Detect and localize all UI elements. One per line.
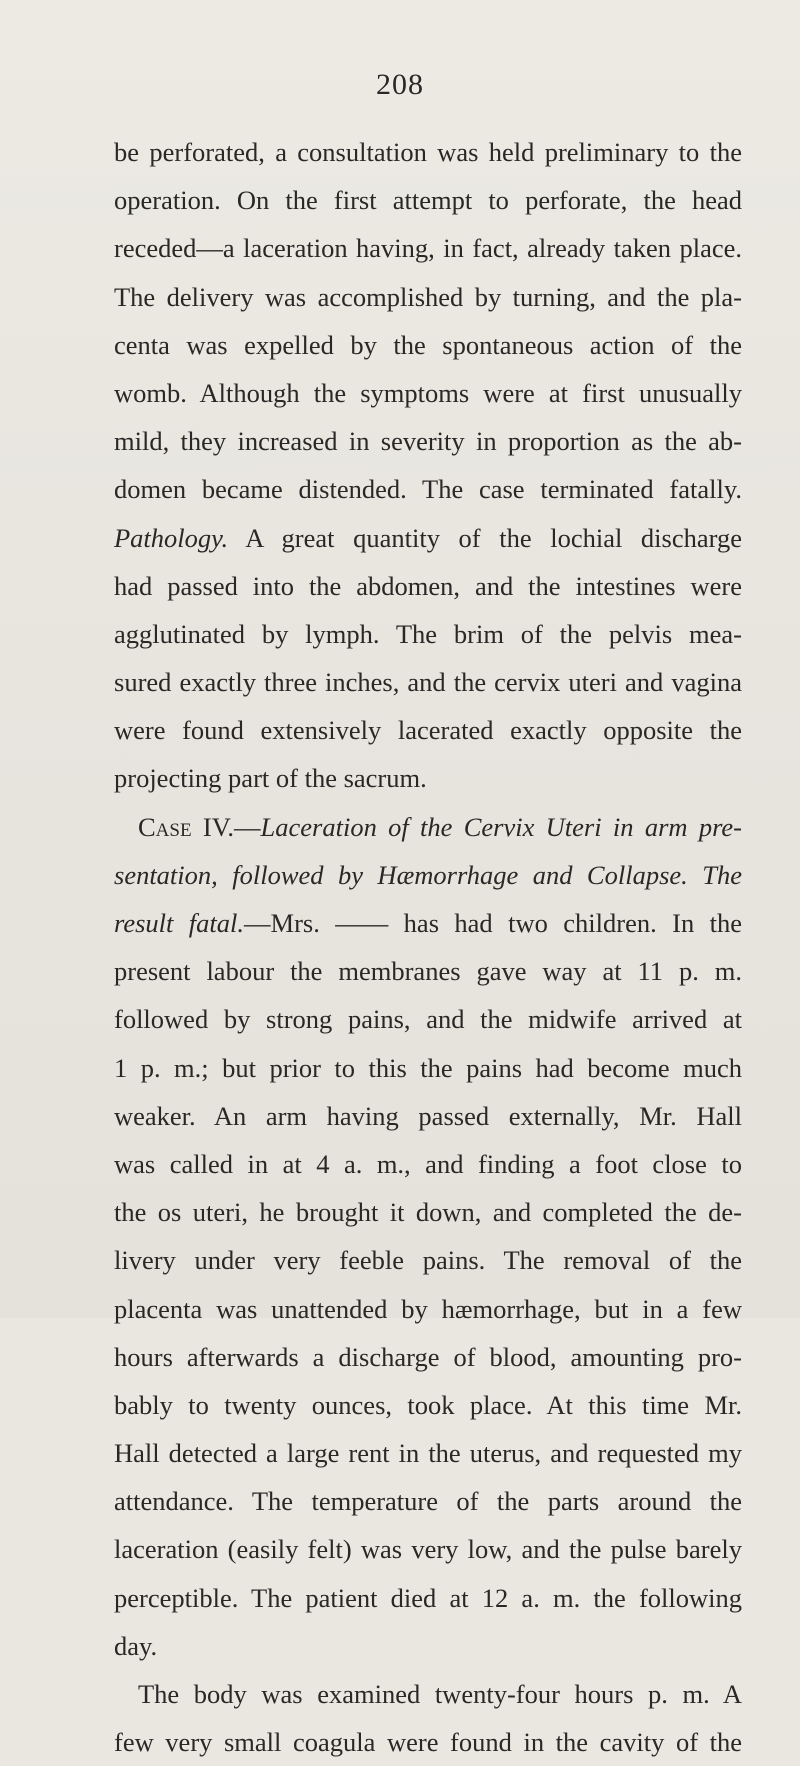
text-segment: was called in at 4 a. m., and finding a foot close to bbox=[114, 1148, 742, 1179]
text-line bbox=[114, 851, 742, 899]
text-line bbox=[114, 465, 742, 513]
text-line bbox=[114, 1188, 742, 1236]
text-segment: present labour the membranes gave way at 11 p. m. bbox=[114, 956, 742, 987]
text-line bbox=[114, 1622, 742, 1670]
text-line bbox=[114, 1381, 742, 1429]
text-segment: livery under very feeble pains. The removal of the bbox=[114, 1245, 742, 1276]
text-segment: domen became distended. The case terminated fatally. bbox=[114, 474, 742, 505]
text-line bbox=[114, 610, 742, 658]
text-segment: receded—a laceration having, in fact, already taken place. bbox=[114, 233, 742, 264]
text-line bbox=[114, 899, 742, 947]
text-segment: were found extensively lacerated exactly opposite the bbox=[114, 715, 742, 746]
text-line bbox=[114, 514, 742, 562]
italic-text: Laceration of the Cervix Uteri in arm pre- bbox=[260, 811, 742, 842]
italic-text: Pathology. bbox=[114, 522, 229, 553]
text-line bbox=[114, 1044, 742, 1092]
page-number: 208 bbox=[376, 68, 424, 101]
text-segment: placenta was unattended by hæmorrhage, but in a few bbox=[114, 1293, 742, 1324]
text-line bbox=[114, 1236, 742, 1284]
text-segment: perceptible. The patient died at 12 a. m. the following bbox=[114, 1582, 742, 1613]
text-line bbox=[114, 1670, 742, 1718]
text-segment: few very small coagula were found in the cavity of the bbox=[114, 1727, 742, 1758]
text-segment: followed by strong pains, and the midwife arrived at bbox=[114, 1004, 742, 1035]
text-segment: womb. Although the symptoms were at first unusually bbox=[114, 377, 742, 408]
text-line bbox=[114, 1574, 742, 1622]
text-line bbox=[114, 1092, 742, 1140]
text-line bbox=[114, 706, 742, 754]
text-line bbox=[114, 1140, 742, 1188]
text-line bbox=[114, 369, 742, 417]
text-line bbox=[114, 658, 742, 706]
text-segment: attendance. The temperature of the parts around the bbox=[114, 1486, 742, 1517]
text-line bbox=[114, 417, 742, 465]
text-segment: hours afterwards a discharge of blood, amounting pro- bbox=[114, 1341, 742, 1372]
text-segment: 1 p. m.; but prior to this the pains had become much bbox=[114, 1052, 742, 1083]
text-line bbox=[114, 176, 742, 224]
text-segment: agglutinated by lymph. The brim of the pelvis mea- bbox=[114, 618, 742, 649]
text-segment: sured exactly three inches, and the cervix uteri and vagina bbox=[114, 667, 742, 698]
text-segment: centa was expelled by the spontaneous action of the bbox=[114, 329, 742, 360]
text-segment: The body was examined twenty-four hours p. m. A bbox=[138, 1679, 742, 1709]
text-line bbox=[114, 1285, 742, 1333]
text-line bbox=[114, 1477, 742, 1525]
text-segment: A great quantity of the lochial discharge bbox=[228, 522, 742, 553]
body-text bbox=[114, 128, 742, 1766]
text-line bbox=[114, 273, 742, 321]
text-segment: the os uteri, he brought it down, and completed the de- bbox=[114, 1197, 742, 1228]
text-segment: laceration (easily felt) was very low, and the pulse barely bbox=[114, 1534, 742, 1565]
text-segment: mild, they increased in severity in proportion as the ab- bbox=[114, 426, 742, 457]
text-line bbox=[114, 995, 742, 1043]
text-segment: day. bbox=[114, 1630, 158, 1661]
italic-text: sentation, followed by Hæmorrhage and Collapse. The bbox=[114, 859, 742, 890]
text-segment: —Mrs. —— has had two children. In the bbox=[244, 908, 742, 938]
text-line bbox=[114, 224, 742, 272]
text-segment: Hall detected a large rent in the uterus, and requested my bbox=[114, 1438, 742, 1469]
text-segment: operation. On the first attempt to perforate, the head bbox=[114, 185, 742, 216]
text-segment: bably to twenty ounces, took place. At this time Mr. bbox=[114, 1389, 742, 1420]
text-segment: be perforated, a consultation was held preliminary to the bbox=[114, 137, 742, 167]
text-segment: weaker. An arm having passed externally, Mr. Hall bbox=[114, 1100, 742, 1131]
text-line bbox=[114, 1718, 742, 1766]
text-line bbox=[114, 803, 742, 851]
text-line bbox=[114, 1333, 742, 1381]
text-line bbox=[114, 1429, 742, 1477]
italic-text: result fatal. bbox=[114, 908, 245, 938]
text-line bbox=[114, 947, 742, 995]
text-segment: had passed into the abdomen, and the intestines were bbox=[114, 570, 742, 601]
text-segment: projecting part of the sacrum. bbox=[114, 763, 427, 794]
text-line bbox=[114, 128, 742, 176]
text-line bbox=[114, 321, 742, 369]
text-line bbox=[114, 1525, 742, 1573]
text-line bbox=[114, 754, 742, 802]
text-segment: The delivery was accomplished by turning, and the pla- bbox=[114, 281, 742, 312]
text-segment: — bbox=[234, 811, 261, 842]
case-heading: Case IV. bbox=[138, 811, 235, 842]
text-line bbox=[114, 562, 742, 610]
